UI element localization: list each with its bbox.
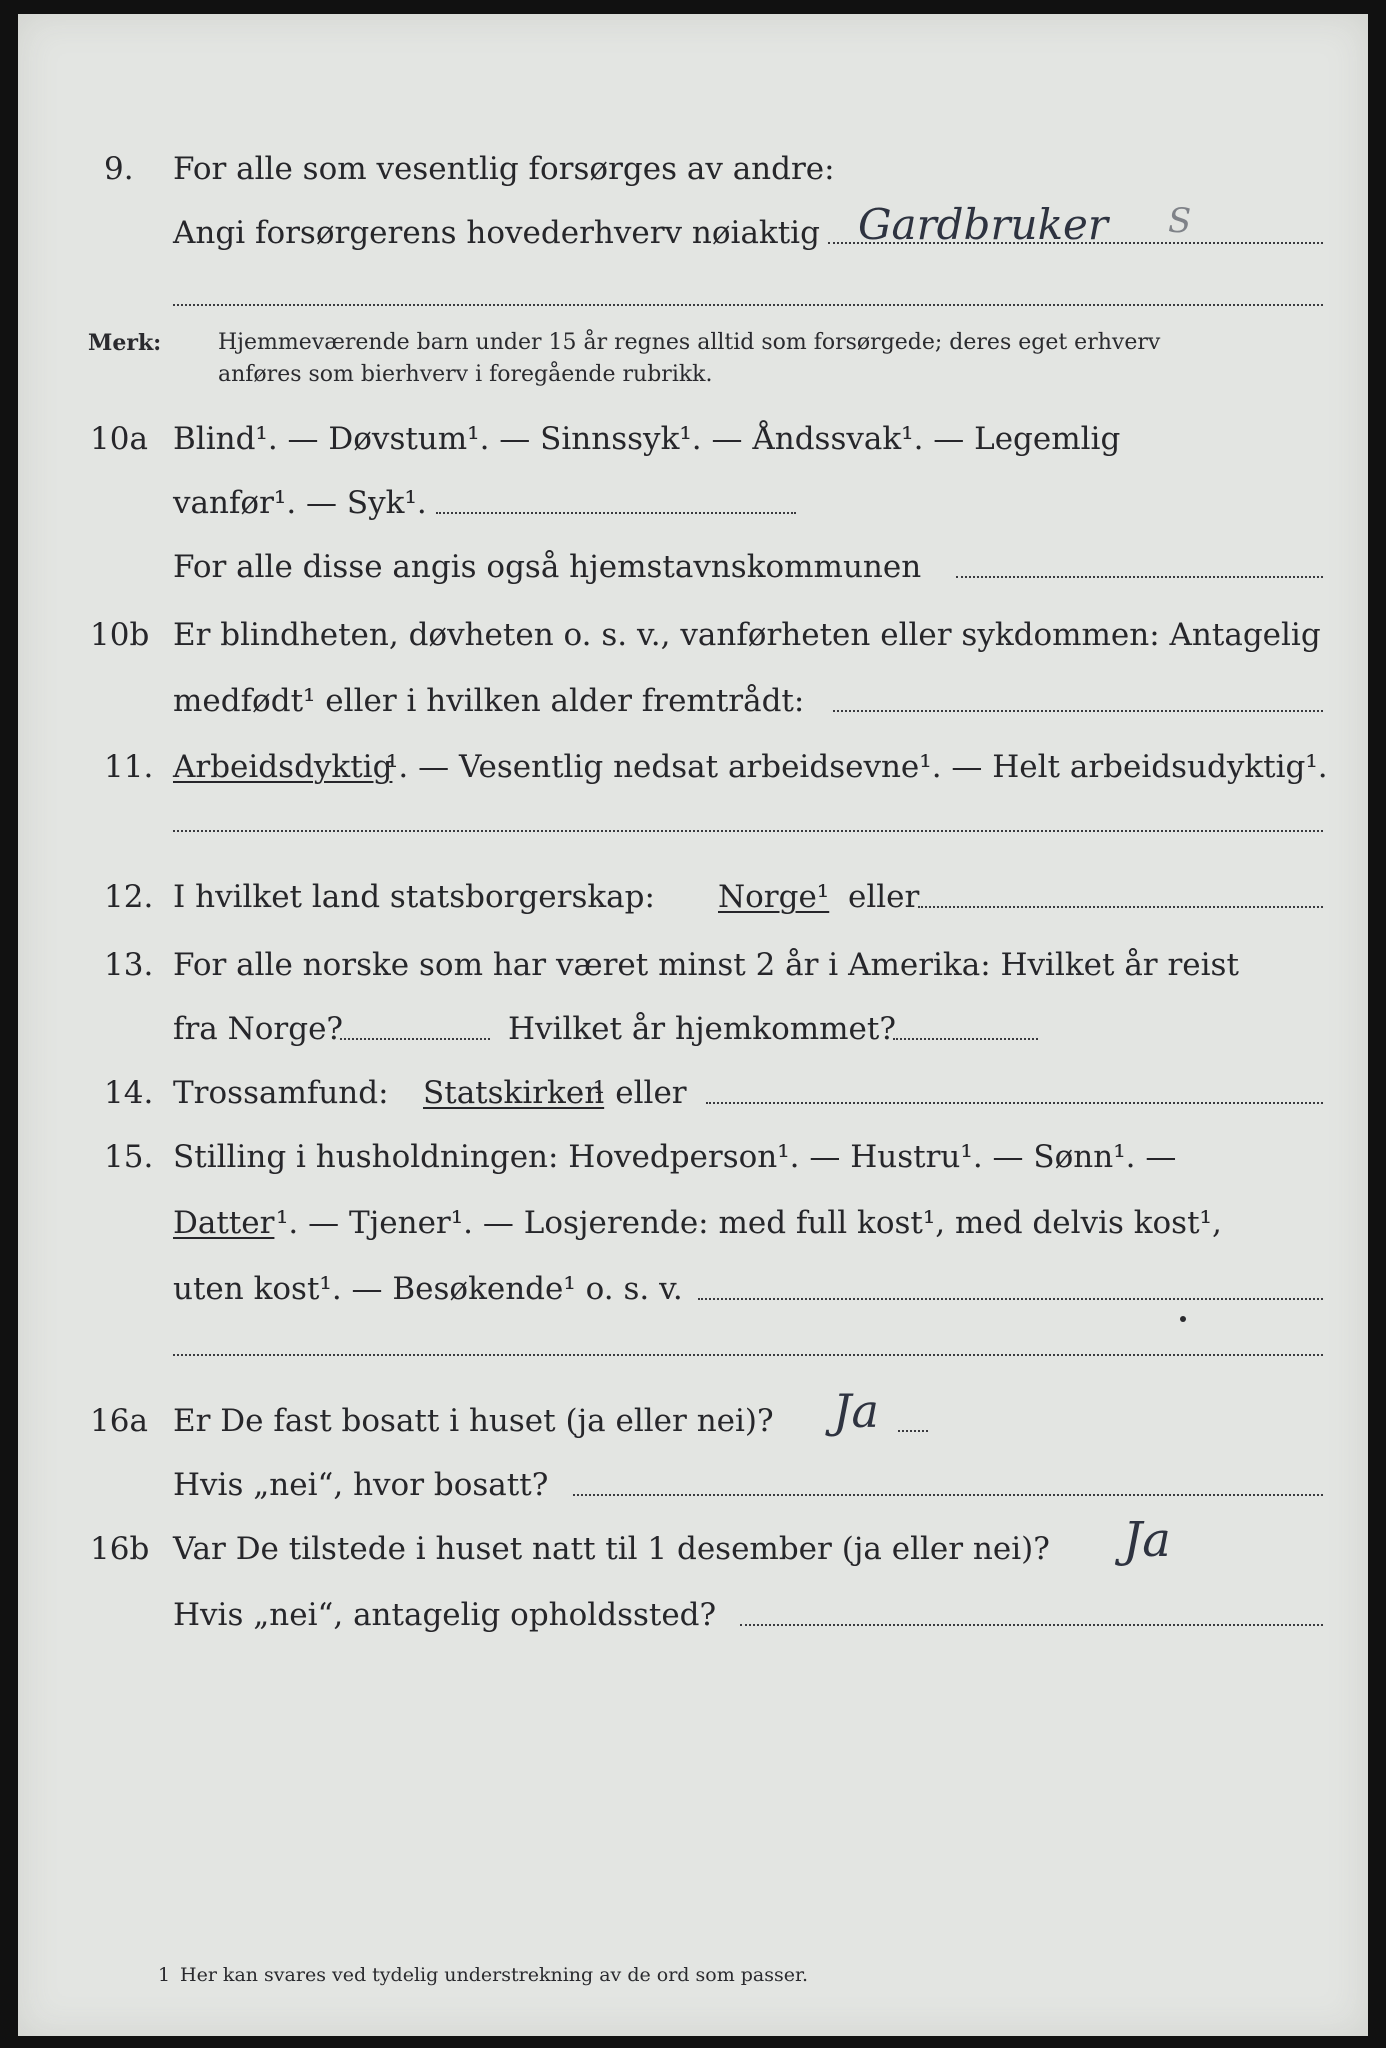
q15-blank-line <box>173 1354 1323 1356</box>
q11-number: 11. <box>104 749 154 785</box>
q13-reist-line <box>340 1038 490 1040</box>
q9-line1: For alle som vesentlig forsørges av andre: <box>173 151 835 187</box>
q10b-line1: Er blindheten, døvheten o. s. v., vanførheten eller sykdommen: Antagelig <box>173 617 1321 653</box>
merk-line1: Hjemmeværende barn under 15 år regnes alltid som forsørgede; deres eget erhverv <box>218 330 1161 355</box>
q9-line2: Angi forsørgerens hovederhverv nøiaktig <box>173 215 820 251</box>
q16b-opholdssted-line <box>740 1624 1323 1626</box>
q11-options: ¹. — Vesentlig nedsat arbeidsevne¹. — Helt arbeidsudyktig¹. <box>386 749 1328 785</box>
footnote-mark: 1 <box>158 1964 171 1986</box>
merk-line2: anføres som bierhverv i foregående rubrikk. <box>218 362 713 387</box>
q9-blank-line <box>173 304 1323 306</box>
q13-line2b: Hvilket år hjemkommet? <box>508 1011 896 1047</box>
q16b-answer-handwritten[interactable]: Ja <box>1123 1512 1171 1568</box>
q10a-line1: Blind¹. — Døvstum¹. — Sinnssyk¹. — Åndssvak¹. — Legemlig <box>173 421 1121 457</box>
q10a-line3: For alle disse angis også hjemstavnskommunen <box>173 549 922 585</box>
q13-hjemkommet-line <box>893 1038 1038 1040</box>
q16a-bosatt-line <box>573 1494 1323 1496</box>
q14-number: 14. <box>104 1075 154 1111</box>
q16a-number: 16a <box>90 1403 148 1439</box>
q13-number: 13. <box>104 947 154 983</box>
q14-answer-line <box>706 1102 1323 1104</box>
q14-statskirken-underlined: Statskirken <box>423 1075 605 1111</box>
q16b-number: 16b <box>90 1531 150 1567</box>
q12-text: I hvilket land statsborgerskap: <box>173 879 655 915</box>
q12-eller: eller <box>848 879 920 915</box>
q14-text: Trossamfund: <box>173 1075 389 1111</box>
q11-blank-line <box>173 830 1323 832</box>
q13-line1: For alle norske som har været minst 2 år i Amerika: Hvilket år reist <box>173 947 1239 983</box>
q16a-answer-handwritten[interactable]: Ja <box>833 1384 879 1438</box>
q10b-line2: medfødt¹ eller i hvilken alder fremtrådt: <box>173 683 805 719</box>
q10a-kommune-line <box>956 576 1323 578</box>
q15-number: 15. <box>104 1139 154 1175</box>
q10a-line2: vanfør¹. — Syk¹. <box>173 485 427 521</box>
q13-line2a: fra Norge? <box>173 1011 344 1047</box>
q15-line3: uten kost¹. — Besøkende¹ o. s. v. <box>173 1271 683 1307</box>
q9-answer-handwritten[interactable]: Gardbruker <box>858 200 1108 249</box>
q16a-answer-line <box>898 1430 928 1432</box>
footnote-text: Her kan svares ved tydelig understrekning av de ord som passer. <box>180 1964 809 1986</box>
q15-datter-underlined: Datter <box>173 1205 275 1241</box>
q11-arbeidsdyktig-underlined: Arbeidsdyktig <box>173 749 393 785</box>
q16a-line2: Hvis „nei“, hvor bosatt? <box>173 1467 549 1503</box>
q10b-number: 10b <box>90 617 150 653</box>
q10a-number: 10a <box>90 421 148 457</box>
q9-answer-extra: S <box>1168 201 1192 241</box>
q9-number: 9. <box>104 151 134 187</box>
q15-line2: ¹. — Tjener¹. — Losjerende: med full kost¹, med delvis kost¹, <box>276 1205 1222 1241</box>
q12-answer-line <box>918 906 1323 908</box>
q16a-line1: Er De fast bosatt i huset (ja eller nei)? <box>173 1403 774 1439</box>
q10b-answer-line <box>833 710 1323 712</box>
q15-line1: Stilling i husholdningen: Hovedperson¹. — Hustru¹. — Sønn¹. — <box>173 1139 1177 1175</box>
merk-label: Merk: <box>88 330 162 356</box>
q16b-line2: Hvis „nei“, antagelig opholdssted? <box>173 1597 717 1633</box>
census-form-page <box>18 14 1368 2036</box>
ink-dot <box>1180 1316 1186 1322</box>
q12-norge-underlined: Norge¹ <box>718 879 830 915</box>
q10a-syk-line <box>436 512 796 514</box>
q12-number: 12. <box>104 879 154 915</box>
q14-eller: ¹ eller <box>593 1075 687 1111</box>
q15-answer-line <box>698 1298 1323 1300</box>
q16b-line1: Var De tilstede i huset natt til 1 desember (ja eller nei)? <box>173 1531 1050 1567</box>
